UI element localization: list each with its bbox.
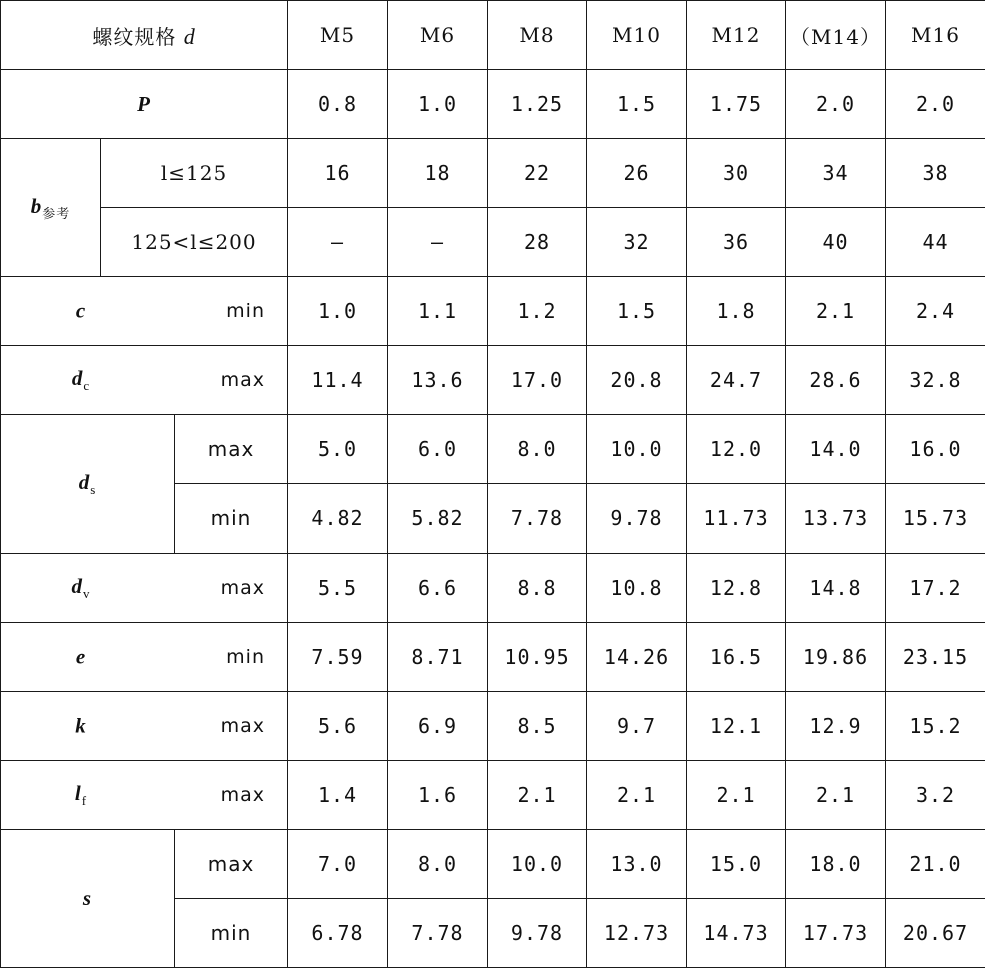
qualifier-label: max <box>220 369 266 392</box>
table-row <box>1 622 985 691</box>
table-row <box>1 139 985 208</box>
table-cell: 1.1 <box>388 277 488 346</box>
table-cell: 2.1 <box>587 760 687 829</box>
table-cell: 14.0 <box>786 415 886 484</box>
dv-symbol: $d_v$ <box>71 573 91 601</box>
table-cell: 12.8 <box>687 553 786 622</box>
row-label-c <box>1 277 288 346</box>
table-cell: 5.82 <box>388 484 488 553</box>
table-cell: 14.73 <box>687 898 786 967</box>
table-cell: 30 <box>687 139 786 208</box>
table-cell: 12.0 <box>687 415 786 484</box>
table-row <box>1 553 985 622</box>
lf-symbol: $l_f$ <box>74 780 88 808</box>
table-cell: 14.26 <box>587 622 687 691</box>
row-label-pitch <box>1 70 288 139</box>
table-cell: 5.6 <box>288 691 388 760</box>
table-cell: 19.86 <box>786 622 886 691</box>
table-cell: 17.2 <box>886 553 985 622</box>
table-cell: 13.73 <box>786 484 886 553</box>
qualifier-label: max <box>175 415 288 484</box>
qualifier-label: min <box>226 300 266 323</box>
column-header: （M14） <box>786 1 886 70</box>
table-cell: 32.8 <box>886 346 985 415</box>
table-cell: 8.8 <box>488 553 587 622</box>
table-cell: 12.73 <box>587 898 687 967</box>
table-cell: 7.0 <box>288 829 388 898</box>
table-cell: 7.59 <box>288 622 388 691</box>
column-header: M5 <box>288 1 388 70</box>
table-cell: 21.0 <box>886 829 985 898</box>
thread-spec-label: 螺纹规格 <box>92 24 177 49</box>
table-cell: 1.2 <box>488 277 587 346</box>
table-cell: 1.25 <box>488 70 587 139</box>
table-cell: 10.95 <box>488 622 587 691</box>
table-cell: 36 <box>687 208 786 277</box>
column-header: M10 <box>587 1 687 70</box>
table-cell: — <box>388 208 488 277</box>
condition-label: l≤125 <box>101 139 288 208</box>
table-cell: 12.1 <box>687 691 786 760</box>
row-label-dv <box>1 553 288 622</box>
table-cell: 15.0 <box>687 829 786 898</box>
table-cell: 2.4 <box>886 277 985 346</box>
table-cell: 22 <box>488 139 587 208</box>
table-cell: 24.7 <box>687 346 786 415</box>
table-cell: 13.0 <box>587 829 687 898</box>
table-cell: 2.0 <box>786 70 886 139</box>
table-cell: 13.6 <box>388 346 488 415</box>
table-cell: 8.71 <box>388 622 488 691</box>
row-label-s <box>1 829 175 967</box>
dc-symbol: $d_c$ <box>71 366 91 394</box>
table-cell: 14.8 <box>786 553 886 622</box>
table-cell: 11.4 <box>288 346 388 415</box>
row-label-k <box>1 691 288 760</box>
table-row <box>1 829 985 898</box>
b-symbol: $b_{参考}$ <box>30 193 71 221</box>
thread-spec-header <box>1 1 288 70</box>
table-cell: 1.0 <box>288 277 388 346</box>
table-cell: 12.9 <box>786 691 886 760</box>
table-cell: 8.0 <box>488 415 587 484</box>
table-cell: 32 <box>587 208 687 277</box>
table-cell: 26 <box>587 139 687 208</box>
table-cell: 1.4 <box>288 760 388 829</box>
qualifier-label: max <box>220 576 266 599</box>
table-cell: 18 <box>388 139 488 208</box>
table-cell: 5.5 <box>288 553 388 622</box>
table-cell: 17.0 <box>488 346 587 415</box>
table-cell: 2.1 <box>687 760 786 829</box>
table-cell: 1.5 <box>587 70 687 139</box>
table-cell: 15.73 <box>886 484 985 553</box>
header-row <box>1 1 985 70</box>
table-cell: 6.9 <box>388 691 488 760</box>
column-header: M8 <box>488 1 587 70</box>
table-cell: 17.73 <box>786 898 886 967</box>
table-cell: 1.5 <box>587 277 687 346</box>
qualifier-label: min <box>175 898 288 967</box>
c-symbol: c <box>75 298 87 323</box>
table-cell: 7.78 <box>388 898 488 967</box>
table-row <box>1 70 985 139</box>
row-label-lf <box>1 760 288 829</box>
table-cell: 1.0 <box>388 70 488 139</box>
table-cell: 9.78 <box>587 484 687 553</box>
ds-symbol: $d_s$ <box>78 469 97 498</box>
row-label-ds <box>1 415 175 553</box>
table-cell: 23.15 <box>886 622 985 691</box>
table-row <box>1 277 985 346</box>
column-header: M16 <box>886 1 985 70</box>
table-cell: 8.0 <box>388 829 488 898</box>
table-cell: 16 <box>288 139 388 208</box>
table-cell: 16.5 <box>687 622 786 691</box>
table-cell: 16.0 <box>886 415 985 484</box>
table-cell: 20.8 <box>587 346 687 415</box>
table-cell: 28.6 <box>786 346 886 415</box>
table-cell: 6.78 <box>288 898 388 967</box>
e-symbol: e <box>75 644 87 669</box>
table-cell: 34 <box>786 139 886 208</box>
table-cell: 38 <box>886 139 985 208</box>
table-cell: 44 <box>886 208 985 277</box>
table-cell: 15.2 <box>886 691 985 760</box>
table-row <box>1 208 985 277</box>
thread-spec-symbol: d <box>183 23 196 49</box>
table-cell: 2.1 <box>786 760 886 829</box>
table-row <box>1 415 985 484</box>
k-symbol: k <box>75 713 87 738</box>
table-cell: 6.6 <box>388 553 488 622</box>
table-row <box>1 346 985 415</box>
table-cell: 40 <box>786 208 886 277</box>
condition-label: 125<l≤200 <box>101 208 288 277</box>
qualifier-label: max <box>175 829 288 898</box>
qualifier-label: min <box>226 645 266 668</box>
qualifier-label: max <box>220 783 266 806</box>
table-cell: 5.0 <box>288 415 388 484</box>
table-cell: 2.1 <box>488 760 587 829</box>
table-cell: 1.8 <box>687 277 786 346</box>
table-cell: 9.78 <box>488 898 587 967</box>
table-cell: 20.67 <box>886 898 985 967</box>
table-row <box>1 691 985 760</box>
table-cell: 10.8 <box>587 553 687 622</box>
table-cell: 6.0 <box>388 415 488 484</box>
table-cell: 8.5 <box>488 691 587 760</box>
column-header: M6 <box>388 1 488 70</box>
table-row <box>1 760 985 829</box>
table-cell: 2.1 <box>786 277 886 346</box>
table-cell: 1.75 <box>687 70 786 139</box>
table-cell: 10.0 <box>587 415 687 484</box>
table-cell: 4.82 <box>288 484 388 553</box>
table-cell: 11.73 <box>687 484 786 553</box>
qualifier-label: min <box>175 484 288 553</box>
column-header: M12 <box>687 1 786 70</box>
table-cell: 18.0 <box>786 829 886 898</box>
table-cell: 28 <box>488 208 587 277</box>
row-label-dc <box>1 346 288 415</box>
table-cell: 7.78 <box>488 484 587 553</box>
row-label-e <box>1 622 288 691</box>
qualifier-label: max <box>220 714 266 737</box>
row-label-b <box>1 139 101 277</box>
table-cell: 1.6 <box>388 760 488 829</box>
table-cell: 9.7 <box>587 691 687 760</box>
table-cell: — <box>288 208 388 277</box>
table-cell: 3.2 <box>886 760 985 829</box>
s-symbol: s <box>82 885 93 910</box>
table-cell: 10.0 <box>488 829 587 898</box>
pitch-symbol: P <box>137 91 151 116</box>
table-cell: 2.0 <box>886 70 985 139</box>
table-cell: 0.8 <box>288 70 388 139</box>
